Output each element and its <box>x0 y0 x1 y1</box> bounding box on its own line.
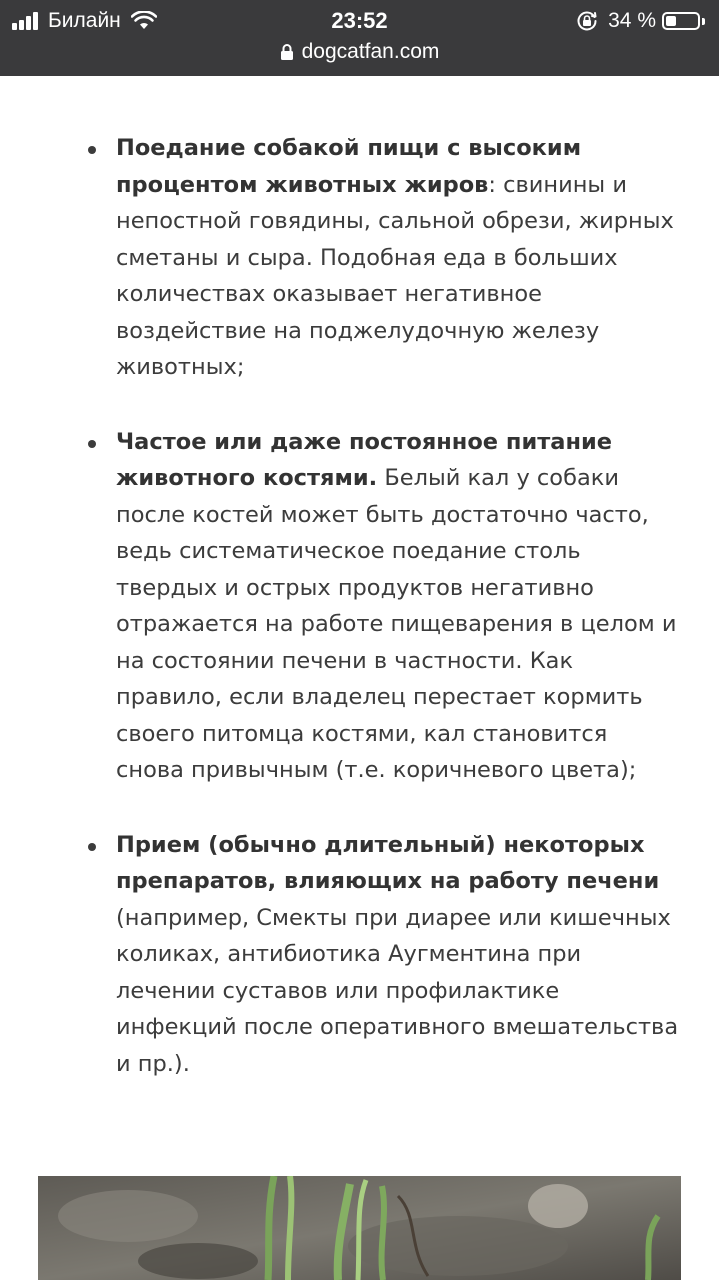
list-item <box>0 130 719 386</box>
bullet <box>88 843 96 851</box>
battery-level <box>666 16 676 26</box>
battery-cap <box>702 18 705 25</box>
article-list <box>0 130 719 1120</box>
item-text: : свинины и непостной говядины, сальной обрези, жирных сметаны и сыра. Подобная еда в больших количествах оказывает негативное воздействие на поджелудочную железу животных; <box>116 171 674 380</box>
list-item <box>0 424 719 789</box>
page-content <box>0 76 719 1280</box>
bullet <box>88 146 96 154</box>
list-item <box>0 827 719 1083</box>
item-bold-text: Прием (обычно длительный) некоторых препаратов, влияющих на работу печени <box>116 831 660 894</box>
item-bold-text: Поедание собакой пищи с высоким процентом животных жиров <box>116 135 582 198</box>
browser-top-bar <box>0 0 719 76</box>
article-photo <box>38 1176 681 1280</box>
photo-illustration <box>38 1176 681 1280</box>
orientation-lock-icon <box>576 10 598 32</box>
battery-percent: 34 % <box>608 9 656 32</box>
item-bold-text: Частое или даже постоянное питание животного костями. <box>116 428 613 491</box>
battery-icon <box>662 12 700 30</box>
item-text: Белый кал у собаки после костей может быть достаточно часто, ведь систематическое поедание столь твердых и острых продуктов негативно отражается на работе пищеварения в целом и на состоянии печени в частности. Как правило, если владелец перестает кормить своего питомца костями, кал становится снова привычным (т.е. коричневого цвета); <box>116 465 677 783</box>
bullet <box>88 440 96 448</box>
carrier-name: Билайн <box>48 9 121 32</box>
url-text[interactable]: dogcatfan.com <box>301 40 440 63</box>
clock: 23:52 <box>331 8 388 33</box>
lock-icon <box>280 43 294 61</box>
address-bar[interactable] <box>0 38 719 66</box>
status-bar <box>0 6 719 36</box>
item-text: (например, Смекты при диарее или кишечных коликах, антибиотика Аугментина при лечении суставов или профилактике инфекций после оперативного вмешательства и пр.). <box>116 904 679 1077</box>
status-right <box>576 8 705 34</box>
